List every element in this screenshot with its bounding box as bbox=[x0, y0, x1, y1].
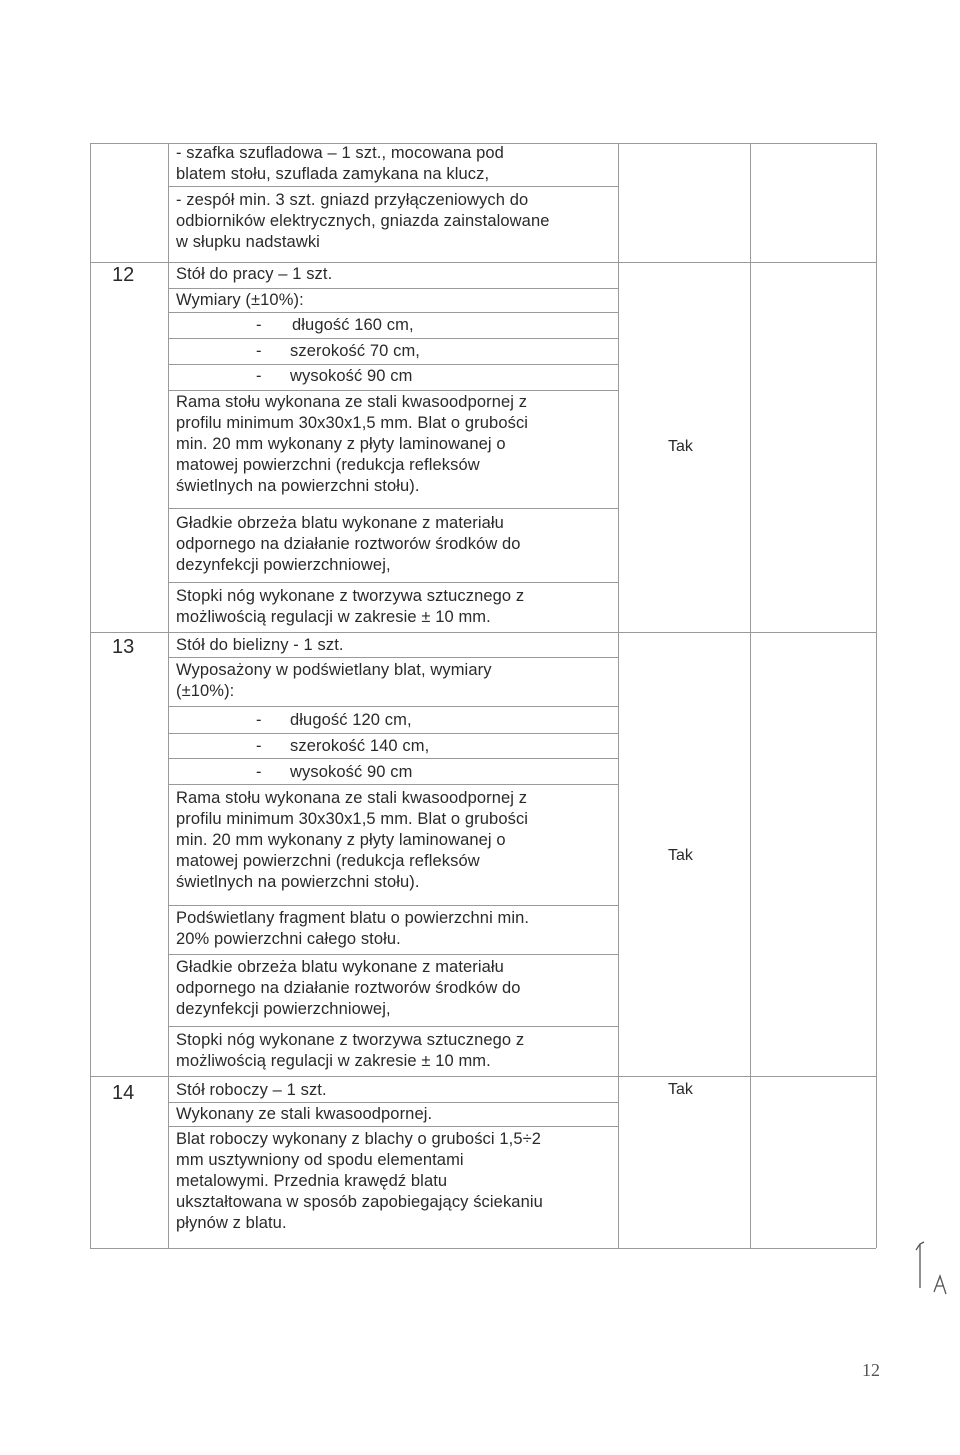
frame-description: Rama stołu wykonana ze stali kwasoodpornej z profilu minimum 30x30x1,5 mm. Blat o grubości min. 20 mm wykonany z płyty laminowanej o matowej powierzchni (redukcja refleksów świetlnych na powierzchni stołu). bbox=[176, 789, 529, 891]
inner-line bbox=[168, 784, 618, 785]
table-bottom-border bbox=[90, 1248, 876, 1249]
dimension-length: długość 120 cm, bbox=[290, 711, 412, 729]
inner-line bbox=[168, 1026, 618, 1027]
edges-description: Gładkie obrzeża blatu wykonane z materiału odpornego na działanie roztworów środków do dezynfekcji powierzchniowej, bbox=[176, 514, 521, 574]
inner-line bbox=[168, 1126, 618, 1127]
edges-description: Gładkie obrzeża blatu wykonane z materiału odpornego na działanie roztworów środków do dezynfekcji powierzchniowej, bbox=[176, 958, 521, 1018]
inner-line bbox=[168, 758, 618, 759]
material-description: Wykonany ze stali kwasoodpornej. bbox=[176, 1105, 433, 1123]
row-number: 14 bbox=[112, 1082, 135, 1104]
inner-line bbox=[168, 288, 618, 289]
list-bullet: - bbox=[256, 737, 262, 755]
feet-description: Stopki nóg wykonane z tworzywa sztucznego z możliwością regulacji w zakresie ± 10 mm. bbox=[176, 587, 525, 626]
inner-line bbox=[168, 657, 618, 658]
table-border-right bbox=[876, 143, 877, 1248]
inner-line bbox=[168, 186, 618, 187]
compliance-answer: Tak bbox=[668, 438, 693, 455]
row-number: 12 bbox=[112, 264, 135, 286]
handwritten-initials-mark bbox=[914, 1240, 954, 1300]
frame-description: Rama stołu wykonana ze stali kwasoodpornej z profilu minimum 30x30x1,5 mm. Blat o grubości min. 20 mm wykonany z płyty laminowanej o matowej powierzchni (redukcja refleksów świetlnych na powierzchni stołu). bbox=[176, 393, 529, 495]
row-13-border bbox=[90, 632, 876, 633]
row-12-border bbox=[90, 262, 876, 263]
worktop-description: Blat roboczy wykonany z blachy o grubości 1,5÷2 mm usztywniony od spodu elementami metalowymi. Przednia krawędź blatu ukształtowana w sposób zapobiegający ściekaniu płynów z blatu. bbox=[176, 1130, 543, 1232]
feet-description: Stopki nóg wykonane z tworzywa sztucznego z możliwością regulacji w zakresie ± 10 mm. bbox=[176, 1031, 525, 1070]
inner-line bbox=[168, 1102, 618, 1103]
requirement-text: - zespół min. 3 szt. gniazd przyłączeniowych do odbiorników elektrycznych, gniazda zainstalowane w słupku nadstawki bbox=[176, 191, 550, 251]
inner-line bbox=[168, 312, 618, 313]
inner-line bbox=[168, 582, 618, 583]
list-bullet: - bbox=[256, 763, 262, 781]
compliance-answer: Tak bbox=[668, 847, 693, 864]
list-bullet: - bbox=[256, 316, 262, 334]
dimension-width: szerokość 140 cm, bbox=[290, 737, 430, 755]
compliance-answer: Tak bbox=[668, 1081, 693, 1098]
row-number: 13 bbox=[112, 636, 135, 658]
inner-line bbox=[168, 508, 618, 509]
inner-line bbox=[168, 706, 618, 707]
list-bullet: - bbox=[256, 342, 262, 360]
row-14-border bbox=[90, 1076, 876, 1077]
dimensions-heading: Wyposażony w podświetlany blat, wymiary (±10%): bbox=[176, 661, 492, 700]
dimension-width: szerokość 70 cm, bbox=[290, 342, 420, 360]
inner-line bbox=[168, 338, 618, 339]
dimension-length: długość 160 cm, bbox=[292, 316, 414, 334]
requirement-text: - szafka szufladowa – 1 szt., mocowana pod blatem stołu, szuflada zamykana na klucz, bbox=[176, 144, 504, 183]
column-divider-3 bbox=[750, 143, 751, 1248]
list-bullet: - bbox=[256, 711, 262, 729]
inner-line bbox=[168, 954, 618, 955]
dimension-height: wysokość 90 cm bbox=[290, 763, 413, 781]
column-divider-2 bbox=[618, 143, 619, 1248]
inner-line bbox=[168, 390, 618, 391]
dimensions-heading: Wymiary (±10%): bbox=[176, 291, 304, 309]
inner-line bbox=[168, 364, 618, 365]
item-title: Stół do pracy – 1 szt. bbox=[176, 265, 333, 283]
inner-line bbox=[168, 905, 618, 906]
inner-line bbox=[168, 733, 618, 734]
item-title: Stół roboczy – 1 szt. bbox=[176, 1081, 327, 1099]
column-divider-1 bbox=[168, 143, 169, 1248]
backlight-description: Podświetlany fragment blatu o powierzchni min. 20% powierzchni całego stołu. bbox=[176, 909, 530, 948]
item-title: Stół do bielizny - 1 szt. bbox=[176, 636, 344, 654]
table-border-left bbox=[90, 143, 91, 1248]
page-number: 12 bbox=[862, 1360, 880, 1380]
list-bullet: - bbox=[256, 367, 262, 385]
dimension-height: wysokość 90 cm bbox=[290, 367, 413, 385]
